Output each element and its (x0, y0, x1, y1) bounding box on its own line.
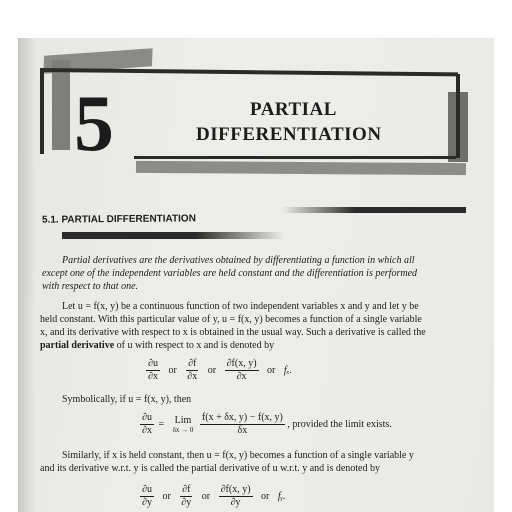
para2-line2: held constant. With this particular value of y, u = f(x, y) becomes a function of a single variable (40, 314, 422, 325)
fraction-dfxy-dy (219, 484, 253, 509)
partial-derivative-term: partial derivative (40, 340, 115, 351)
para1-line1: Partial derivatives are the derivatives obtained by differentiating a function in which all (62, 255, 415, 266)
section-bar-left (62, 232, 284, 239)
header-grey-bar-left (52, 60, 70, 150)
chapter-title-line2: DIFFERENTIATION (196, 124, 382, 145)
limit-text: Lim (174, 415, 192, 426)
fraction-df-dx (185, 358, 199, 383)
equation-partial-x (146, 358, 292, 383)
fraction-du-dx (146, 358, 160, 383)
fraction-du-dy (140, 484, 154, 509)
f-sub-x: fₓ. (283, 365, 292, 376)
page-gutter-shadow (18, 38, 36, 512)
section-heading: 5.1. PARTIAL DIFFERENTIATION (41, 213, 196, 226)
or-text: or (207, 365, 217, 376)
equation-limit-definition (140, 412, 392, 437)
numerator: ∂f (188, 358, 197, 369)
or-text: or (201, 491, 211, 502)
para2-line1: Let u = f(x, y) be a continuous function of two independent variables x and y and let y be (62, 301, 419, 312)
numerator: ∂f (182, 484, 191, 495)
para3-line1: Similarly, if x is held constant, then u = f(x, y) becomes a function of a single variable y (62, 450, 414, 461)
header-frame-right (456, 74, 460, 158)
fraction-df-dy (179, 484, 193, 509)
limit-operator (173, 415, 194, 434)
f-sub-y: fᵧ. (277, 491, 286, 502)
denominator: ∂y (181, 497, 192, 508)
or-text: or (261, 491, 270, 502)
fraction-du-dx (140, 412, 154, 437)
numerator: ∂u (142, 484, 152, 495)
numerator: ∂f(x, y) (220, 484, 251, 495)
or-text: or (168, 365, 177, 376)
equation-partial-y (140, 484, 285, 509)
para2-line4-rest: of u with respect to x and is denoted by (114, 340, 275, 351)
para3-line2: and its derivative w.r.t. y is called the partial derivative of u w.r.t. y and is denoted by (40, 463, 380, 474)
numerator: ∂u (142, 412, 152, 423)
equals-sign: = (158, 419, 165, 430)
numerator: f(x + δx, y) − f(x, y) (201, 412, 283, 423)
denominator: ∂x (236, 371, 247, 382)
section-bar-right (282, 207, 466, 213)
or-text: or (267, 365, 276, 376)
fraction-dfxy-dx (225, 358, 259, 383)
para1-line3: with respect to that one. (42, 281, 139, 292)
denominator: ∂x (142, 425, 152, 436)
header-frame-left (40, 68, 44, 154)
denominator: ∂y (142, 497, 152, 508)
denominator: ∂x (187, 371, 198, 382)
chapter-title-line1: PARTIAL (250, 99, 337, 120)
para2-line3: x, and its derivative with respect to x is obtained in the usual way. Such a derivative is called the (40, 327, 426, 338)
limit-condition: , provided the limit exists. (287, 419, 392, 430)
numerator: ∂f(x, y) (226, 358, 257, 369)
denominator: δx (237, 425, 248, 436)
para1-line2: except one of the independent variables are held constant and the differentiation is performed (42, 268, 418, 279)
denominator: ∂x (148, 371, 158, 382)
chapter-number: 5 (74, 80, 114, 168)
header-grey-bar-bottom (136, 161, 466, 175)
title-underline (134, 156, 456, 159)
numerator: ∂u (148, 358, 158, 369)
limit-subscript: δx → 0 (172, 426, 194, 434)
symbolically-line: Symbolically, if u = f(x, y), then (62, 394, 192, 405)
denominator: ∂y (230, 497, 241, 508)
fraction-difference-quotient (200, 412, 285, 437)
para2-line4 (40, 340, 274, 352)
or-text: or (162, 491, 171, 502)
